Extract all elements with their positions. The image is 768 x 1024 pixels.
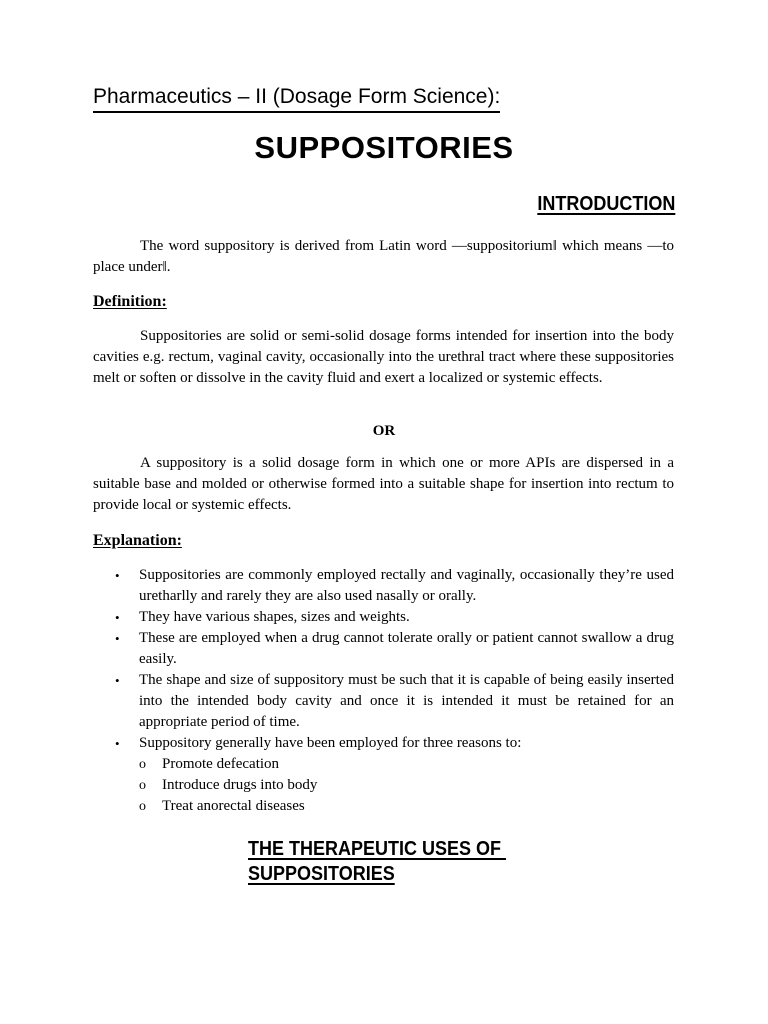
sub-list-item-text: Introduce drugs into body [162,777,318,793]
list-item [93,733,674,817]
bullet-icon: • [115,610,120,625]
bullet-icon: • [115,673,120,688]
reasons-list [139,754,674,817]
list-item [93,607,674,628]
sub-list-item-text: Treat anorectal diseases [162,798,305,814]
circle-bullet-icon: o [139,778,146,793]
alt-definition-paragraph: A suppository is a solid dosage form in which one or more APIs are dispersed in a suitable base and molded or otherwise formed into a suitable shape for insertion into rectum to provide local or systemic effects. [93,455,674,513]
introduction-heading: INTRODUCTION [537,193,675,215]
definition-paragraph: Suppositories are solid or semi-solid dosage forms intended for insertion into the body cavities e.g. rectum, vaginal cavity, occasionally into the urethral tract where these suppositories melt or soften or dissolve in the cavity fluid and exert a localized or systemic effects. [93,328,674,386]
list-item [93,565,674,607]
sub-list-item [139,754,674,775]
list-item-text: The shape and size of suppository must be such that it is capable of being easily inserted into the intended body cavity and once it is intended it must be retained for an appropriate period of time. [139,672,674,730]
list-item-text: These are employed when a drug cannot tolerate orally or patient cannot swallow a drug easily. [139,630,674,667]
bullet-icon: • [115,631,120,646]
bullet-icon: • [115,736,120,751]
bullet-icon: • [115,568,120,583]
list-item [93,670,674,733]
list-item-text: They have various shapes, sizes and weights. [139,609,410,625]
sub-list-item [139,796,674,817]
circle-bullet-icon: o [139,799,146,814]
sub-list-item-text: Promote defecation [162,756,280,772]
explanation-list [93,565,674,817]
intro-paragraph: The word suppository is derived from Latin word ―suppositorium‖ which means ―to place under‖. [93,238,674,275]
course-title: Pharmaceutics – II (Dosage Form Science): [93,84,500,113]
therapeutic-uses-heading-line2: SUPPOSITORIES [248,863,395,885]
therapeutic-uses-heading-line1: THE THERAPEUTIC USES OF [248,838,507,860]
or-label: OR [372,423,396,439]
explanation-heading: Explanation: [93,532,182,549]
definition-heading: Definition: [93,293,167,310]
therapeutic-uses-heading [248,837,518,887]
list-item-text: Suppositories are commonly employed rectally and vaginally, occasionally they’re used uretharlly and rarely they are also used nasally or orally. [139,567,674,604]
circle-bullet-icon: o [139,757,146,772]
sub-list-item [139,775,674,796]
list-item [93,628,674,670]
main-title: SUPPOSITORIES [254,130,514,165]
list-item-text: Suppository generally have been employed for three reasons to: [139,735,522,751]
